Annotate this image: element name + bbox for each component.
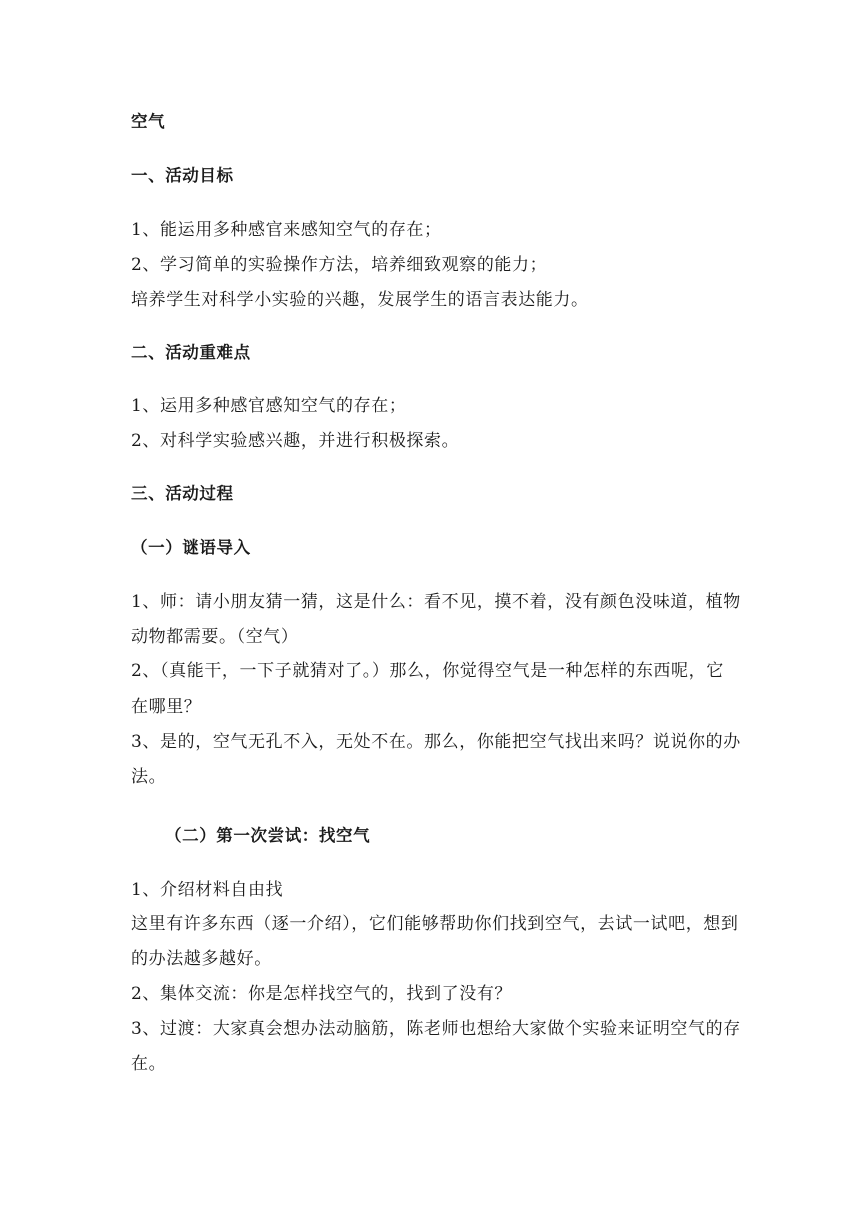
goal-line: 培养学生对科学小实验的兴趣，发展学生的语言表达能力。 bbox=[131, 290, 589, 310]
paragraph-line: 3、是的，空气无孔不入，无处不在。那么，你能把空气找出来吗？说说你的办 bbox=[131, 732, 741, 752]
goal-line: 2、学习简单的实验操作方法，培养细致观察的能力； bbox=[131, 255, 548, 275]
section-heading-goals: 一、活动目标 bbox=[131, 166, 234, 185]
paragraph-line: 3、过渡：大家真会想办法动脑筋，陈老师也想给大家做个实验来证明空气的存 bbox=[131, 1019, 741, 1039]
paragraph-line: 1、师：请小朋友猜一猜，这是什么：看不见，摸不着，没有颜色没味道，植物 bbox=[131, 592, 741, 612]
section-heading-key-points: 二、活动重难点 bbox=[131, 343, 251, 362]
section-heading-process: 三、活动过程 bbox=[131, 484, 234, 503]
paragraph-line: 在。 bbox=[131, 1054, 167, 1074]
key-point-line: 2、对科学实验感兴趣，并进行积极探索。 bbox=[131, 431, 460, 451]
paragraph-line: 的办法越多越好。 bbox=[131, 949, 272, 969]
paragraph-line: 动物都需要。（空气） bbox=[131, 627, 299, 647]
paragraph-line: 这里有许多东西（逐一介绍），它们能够帮助你们找到空气，去试一试吧，想到 bbox=[131, 914, 739, 934]
document-title: 空气 bbox=[131, 112, 166, 131]
paragraph-line: 2、（真能干，一下子就猜对了。）那么，你觉得空气是一种怎样的东西呢，它 bbox=[131, 661, 724, 681]
paragraph-line: 在哪里？ bbox=[131, 697, 202, 717]
paragraph-line: 2、集体交流：你是怎样找空气的，找到了没有？ bbox=[131, 984, 513, 1004]
goal-line: 1、能运用多种感官来感知空气的存在； bbox=[131, 220, 442, 240]
subsection-heading-first-try: （二）第一次尝试：找空气 bbox=[165, 826, 371, 845]
subsection-heading-riddle: （一）谜语导入 bbox=[131, 538, 251, 557]
key-point-line: 1、运用多种感官感知空气的存在； bbox=[131, 396, 407, 416]
paragraph-line: 1、介绍材料自由找 bbox=[131, 880, 284, 900]
paragraph-line: 法。 bbox=[131, 767, 167, 787]
